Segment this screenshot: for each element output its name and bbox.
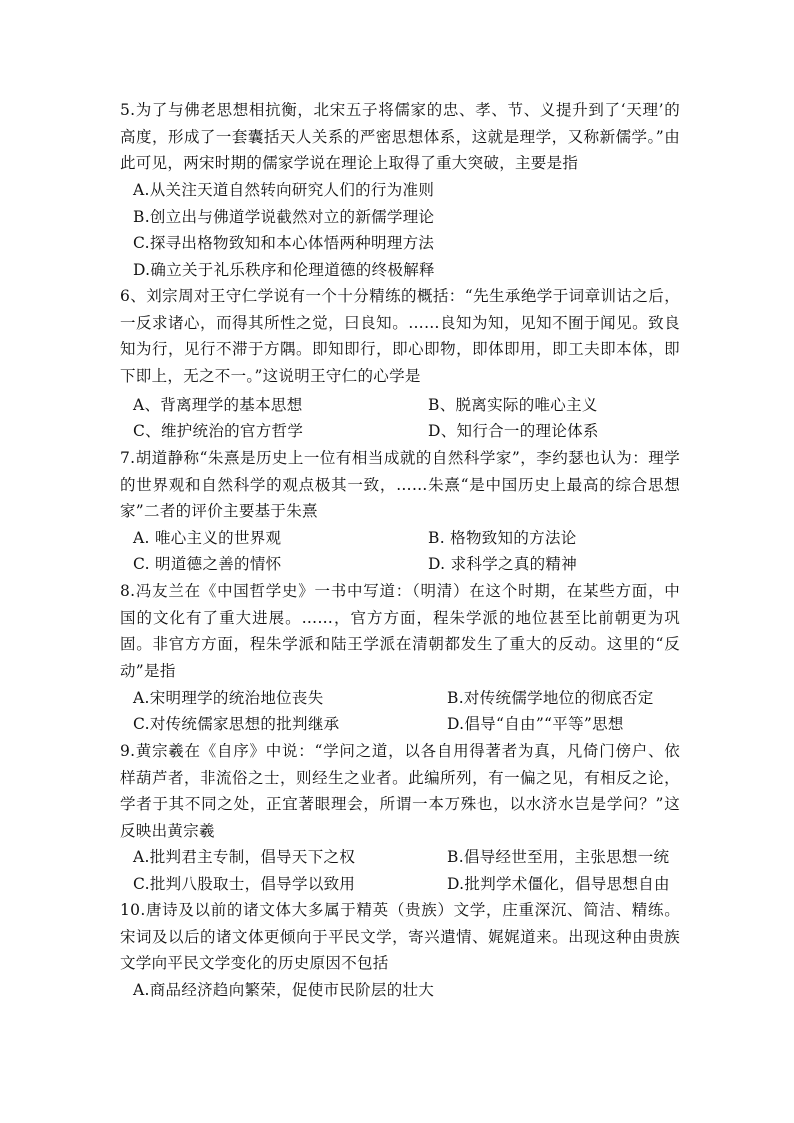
question-6-option-c: C、维护统治的官方哲学 [133,422,304,440]
question-7-stem: 7.胡道静称“朱熹是历史上一位有相当成就的自然科学家”，李约瑟也认为：理学的世界观和自然科学的观点极其一致，……朱熹“是中国历史上最高的综合思想家”二者的评价主要基于朱熹 [120,449,680,520]
question-9-option-a: A.批判君主专制，倡导天下之权 [133,848,356,866]
question-6-option-a: A、背离理学的基本思想 [133,396,303,414]
question-9-option-c: C.批判八股取士，倡导学以致用 [133,875,356,893]
question-9-option-d: D.批判学术僵化，倡导思想自由 [447,875,670,893]
question-6-option-d: D、知行合一的理论体系 [428,422,599,440]
question-9-option-b: B.倡导经世至用，主张思想一统 [447,848,670,866]
question-8-option-b: B.对传统儒学地位的彻底否定 [447,689,654,707]
question-8-option-d: D.倡导“自由”“平等”思想 [447,715,624,733]
question-5-option-c: C.探寻出格物致知和本心体悟两种明理方法 [133,234,435,252]
question-5-stem: 5.为了与佛老思想相抗衡，北宋五子将儒家的忠、孝、节、义提升到了‘天理’的高度，形成了一套囊括天人关系的严密思想体系，这就是理学，又称新儒学。”由此可见，两宋时期的儒家学说在理论上取得了重大突破，主要是指 [120,101,680,172]
question-5-option-b: B.创立出与佛道学说截然对立的新儒学理论 [133,208,435,226]
question-10-option-a: A.商品经济趋向繁荣，促使市民阶层的壮大 [133,981,435,999]
question-7-option-b: B. 格物致知的方法论 [428,529,577,547]
question-8-option-a: A.宋明理学的统治地位丧失 [133,689,324,707]
question-5-option-a: A.从关注天道自然转向研究人们的行为准则 [133,181,435,199]
question-7-option-c: C. 明道德之善的情怀 [133,555,282,573]
question-8-stem: 8.冯友兰在《中国哲学史》一书中写道：（明清）在这个时期，在某些方面，中国的文化有了重大进展。……，官方方面，程朱学派的地位甚至比前朝更为巩固。非官方方面，程朱学派和陆王学派在清朝都发生了重大的反动。这里的“反动”是指 [120,582,680,680]
question-5-option-d: D.确立关于礼乐秩序和伦理道德的终极解释 [133,261,435,279]
question-9-stem: 9.黄宗羲在《自序》中说：“学问之道，以各自用得著者为真，凡倚门傍户、依样葫芦者，非流俗之士，则经生之业者。此编所列，有一偏之见，有相反之论，学者于其不同之处，正宜著眼理会，所谓一本万殊也，以水济水岂是学问？”这反映出黄宗羲 [120,742,680,840]
question-7-option-a: A. 唯心主义的世界观 [133,529,282,547]
question-10-stem: 10.唐诗及以前的诸文体大多属于精英（贵族）文学，庄重深沉、简洁、精练。宋词及以后的诸文体更倾向于平民文学，寄兴遣情、娓娓道来。出现这种由贵族文学向平民文学变化的历史原因不包括 [120,901,680,972]
question-6-option-b: B、脱离实际的唯心主义 [428,396,598,414]
question-8-option-c: C.对传统儒家思想的批判继承 [133,715,340,733]
question-6-stem: 6、刘宗周对王守仁学说有一个十分精练的概括：“先生承绝学于词章训诂之后，一反求诸心，而得其所性之觉，曰良知。……良知为知，见知不囿于闻见。致良知为行，见行不滞于方隅。即知即行，即心即物，即体即用，即工夫即本体，即下即上，无之不一。”这说明王守仁的心学是 [120,287,680,385]
question-7-option-d: D. 求科学之真的精神 [428,555,578,573]
